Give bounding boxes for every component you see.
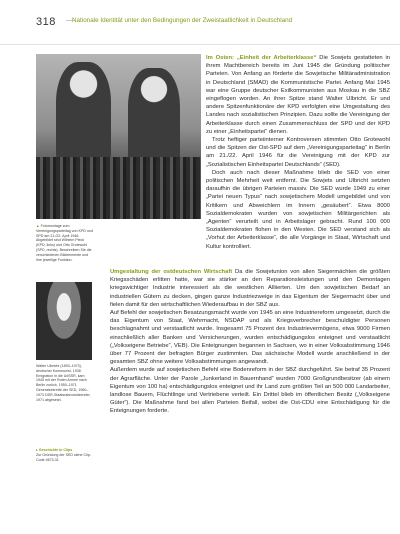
- clip-title: Geschichte in Clips: [38, 448, 73, 452]
- crowd-area: [36, 157, 201, 219]
- clip-reference: [36, 448, 92, 462]
- page-header: [0, 0, 400, 45]
- paragraph-text: Die Sowjets gestatteten in ihrem Machtbereich bereits im Juni 1945 die Gründung politischer Parteien. Von Anfang an förderte die Sowjetische Militäradministration in Deutschland (SMAD) die Kommunistische Partei. Anfang Mai 1945 war eine Gruppe deutscher Exilkommunisten aus Moskau in die SBZ eingeflogen worden. An ihrer Spitze stand Walter Ulbricht. Er und andere Spitzenfunktionäre der KPD verfolgten eine Umgestaltung des Landes nach sozialistischen Prinzipien. Dazu sollte die Vereinigung der Arbeiterklasse durch einen Zusammenschluss der SPD und der KPD zu einer „Einheitspartei“ dienen.: [206, 55, 390, 135]
- caption-text: Walter Ulbricht (1893–1973), deutscher Kommunist, 1938 Emigration in die UdSSR, kam 1945 mit der Roten Armee nach Berlin zurück, 1950–1971 Generalsekretär der SED, 1960–1973 DDR-Staatsratsvorsitzender, 1971 abgesetzt.: [36, 364, 91, 402]
- page-number: 318: [36, 16, 56, 28]
- portrait-left-figure: [56, 62, 111, 162]
- section-heading: Umgestaltung der ostdeutschen Wirtschaft: [110, 269, 233, 275]
- photomontage-image: [36, 54, 201, 219]
- paragraph-text: Da die Sowjetunion von allen Siegermächten die größten Kriegsschäden erlitten hatte, war sie stärker an den Reparationsleistungen und den Demontagen kriegswichtiger Industrie interessiert als die westlichen Alliierten. Um den sowjetischen Bedarf an industriellen Gütern zu decken, gingen ganze Industriezweige in das Eigentum der Siegermacht über und fielen damit für den wirtschaftlichen Wiederaufbau in der SBZ aus.: [110, 269, 390, 308]
- arrow-icon: ▸: [36, 448, 39, 452]
- section-heading: Im Osten: „Einheit der Arbeiterklasse“: [206, 55, 317, 61]
- paragraph: Trotz heftiger parteiinterner Kontroversen stimmten Otto Grotewohl und die Spitzen der Ost-SPD auf dem „Vereinigungsparteitag“ in Berlin am 21./22. April 1946 für die Vereinigung mit der KPD zur „Sozialistischen Einheitspartei Deutschlands“ (SED).: [206, 137, 390, 168]
- caption-text: Fotomontage zum Vereinigungsparteitag von KPD und SPD am 21./22. April 1946. Abgebildet sind Wilhelm Pieck (KPD, links) und Otto Grotewohl (SPD, rechts). Beschreiben Sie die verschiedenen Bildelemente und ihre jeweilige Funktion.: [36, 224, 93, 262]
- main-column-lower: [110, 268, 390, 416]
- paragraph: Doch auch nach dieser Maßnahme blieb die SED von einer politischen Mehrheit weit entfernt. Die Sowjets und Ulbricht setzten daraufhin die übrigen Parteien massiv. Die SED wurde 1949 zu einer „Partei neuen Typus“ nach sowjetischem Modell umgebildet und von Kritikern und Abweichlern im Innern „gesäubert“. Etwa 8000 Sozialdemokraten wurden von sowjetischen Militärgerichten als „Agenten“ verurteilt und in Arbeitslager gebracht. Rund 100 000 Sozialdemokraten flohen in den Westen. Die SED verstand sich als „Vorhut der Arbeiterklasse“, die alle Vorgänge in Staat, Wirtschaft und Kultur kontrolliert.: [206, 169, 390, 250]
- paragraph: Auf Befehl der sowjetischen Besatzungsmacht wurde von 1945 an eine Industriereform umgesetzt, durch die das Eigentum von Staat, Wehrmacht, NSDAP und als Kriegsverbrecher beschuldigter Personen beschlagnahmt und verstaatlicht wurde. Insgesamt 75 Prozent des Industrievermögens, etwa 9000 Firmen einschließlich aller Banken und Versicherungen, wurden entschädigungslos enteignet und verstaatlicht („Volkseigene Betriebe“, VEB). Die Enteignungen begannen in Sachsen, wo in einer Volksabstimmung 1946 über 77 Prozent der befragten Bürger zustimmten. Das sächsische Modell wurde anschließend in der gesamten SBZ ohne weitere Volksabstimmungen angewandt.: [110, 310, 390, 366]
- main-column-upper: [206, 54, 390, 251]
- running-head: Nationale Identität unter den Bedingungen der Zweistaatlichkeit in Deutschland: [72, 17, 293, 24]
- triangle-icon: ▲: [36, 224, 41, 228]
- clip-text: Zur Gründung der SED siehe Clip-Code 4673-31: [36, 452, 91, 462]
- photo-caption-top: [36, 224, 94, 262]
- photo-caption-bottom: [36, 364, 92, 402]
- paragraph: [206, 54, 390, 136]
- paragraph: Außerdem wurde auf sowjetischen Befehl eine Bodenreform in der SBZ durchgeführt. Sie betraf 35 Prozent der Agrarfläche. Unter der Parole „Junkerland in Bauernhand“ wurden 7000 Großgrundbesitzer (ab einem Eigentum von 100 ha) entschädigungslos enteignet und ihr Land zum größten Teil an 500 000 Landarbeiter, landlose Bauern, Flüchtlinge und Vertriebene verteilt. Ein Drittel blieb im öffentlichen Besitz („Volkseigene Güter“). Die Maßnahme fand bei allen Parteien Beifall, wobei die Ost-CDU eine Entschädigung für die Enteignungen forderte.: [110, 367, 390, 415]
- portrait-right-figure: [128, 68, 180, 164]
- ulbricht-portrait-image: [36, 282, 92, 360]
- paragraph: [110, 268, 390, 309]
